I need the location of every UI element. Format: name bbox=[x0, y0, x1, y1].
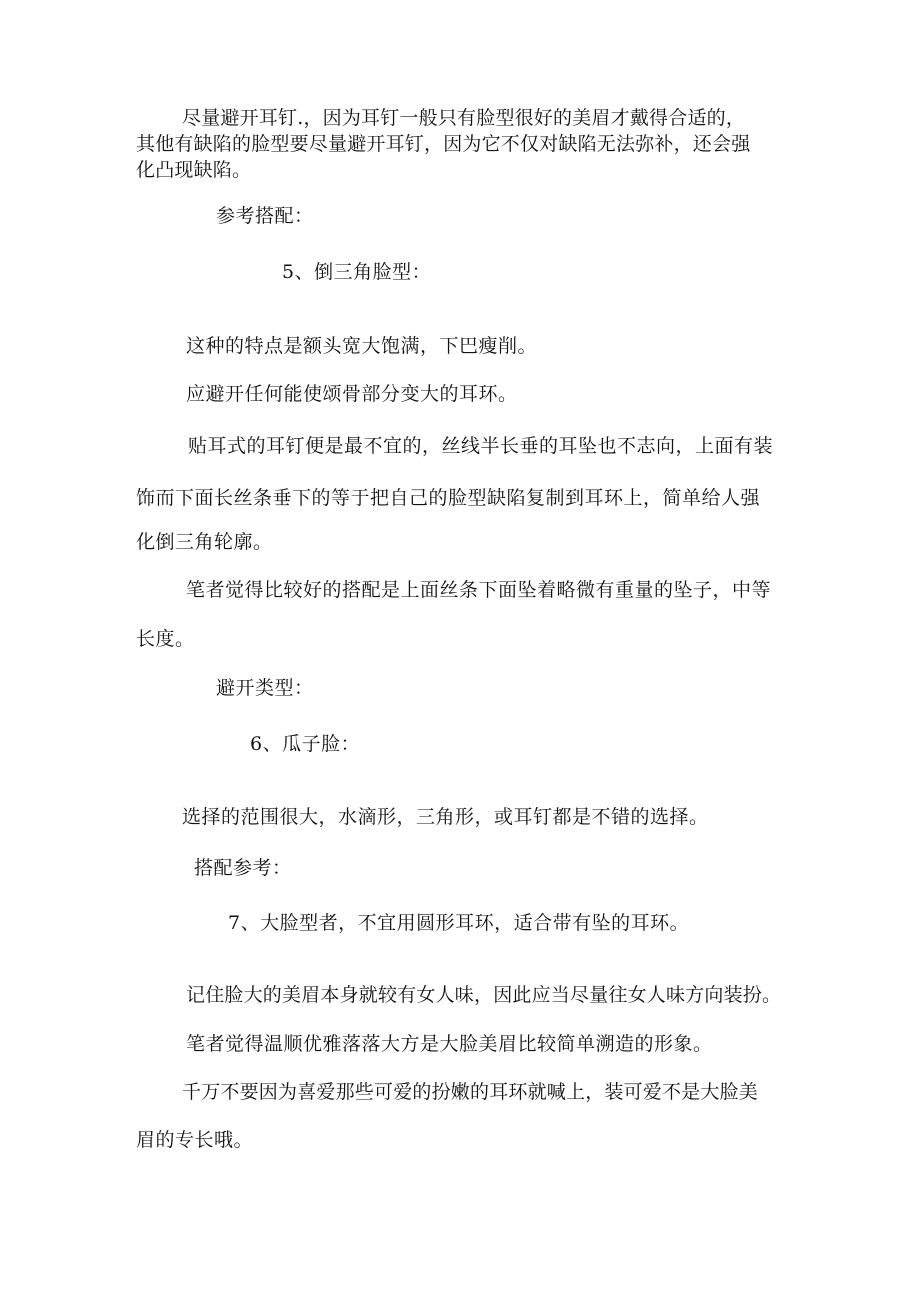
paragraph-1-line-3: 化凸现缺陷。 bbox=[136, 159, 252, 181]
paragraph-4-line-1: 千万不要因为喜爱那些可爱的扮嫩的耳环就喊上，装可爱不是大脸美 bbox=[182, 1081, 759, 1103]
remember-7: 记住脸大的美眉本身就较有女人味，因此应当尽量往女人味方向装扮。 bbox=[186, 984, 782, 1006]
paragraph-2-line-1: 贴耳式的耳钉便是最不宜的，丝线半长垂的耳坠也不志向，上面有装 bbox=[188, 435, 774, 457]
paragraph-1-line-2: 其他有缺陷的脸型要尽量避开耳钉，因为它不仅对缺陷无法弥补，还会强 bbox=[136, 133, 751, 155]
reference-label-2: 搭配参考： bbox=[194, 857, 292, 879]
avoid-types-label: 避开类型： bbox=[216, 677, 314, 699]
heading-6: 6、瓜子脸： bbox=[250, 733, 361, 755]
feature-5: 这种的特点是额头宽大饱满，下巴瘦削。 bbox=[186, 335, 538, 357]
heading-7: 7、大脸型者，不宜用圆形耳环，适合带有坠的耳环。 bbox=[228, 912, 690, 934]
paragraph-4-line-2: 眉的专长哦。 bbox=[136, 1129, 254, 1151]
choice-6: 选择的范围很大，水滴形，三角形，或耳钉都是不错的选择。 bbox=[182, 806, 709, 828]
paragraph-2-line-3: 化倒三角轮廓。 bbox=[136, 531, 273, 553]
paragraph-3-line-2: 长度。 bbox=[136, 628, 195, 650]
heading-5: 5、倒三角脸型： bbox=[282, 261, 432, 283]
reference-label-1: 参考搭配： bbox=[216, 205, 314, 227]
avoid-5: 应避开任何能使颂骨部分变大的耳环。 bbox=[186, 383, 518, 405]
style-7: 笔者觉得温顺优雅落落大方是大脸美眉比较简单溯造的形象。 bbox=[186, 1033, 713, 1055]
paragraph-3-line-1: 笔者觉得比较好的搭配是上面丝条下面坠着略微有重量的坠子，中等 bbox=[186, 579, 772, 601]
paragraph-1-line-1: 尽量避开耳钉.，因为耳钉一般只有脸型很好的美眉才戴得合适的， bbox=[182, 107, 746, 129]
paragraph-2-line-2: 饰而下面长丝条垂下的等于把自己的脸型缺陷复制到耳环上，简单给人强 bbox=[136, 487, 761, 509]
